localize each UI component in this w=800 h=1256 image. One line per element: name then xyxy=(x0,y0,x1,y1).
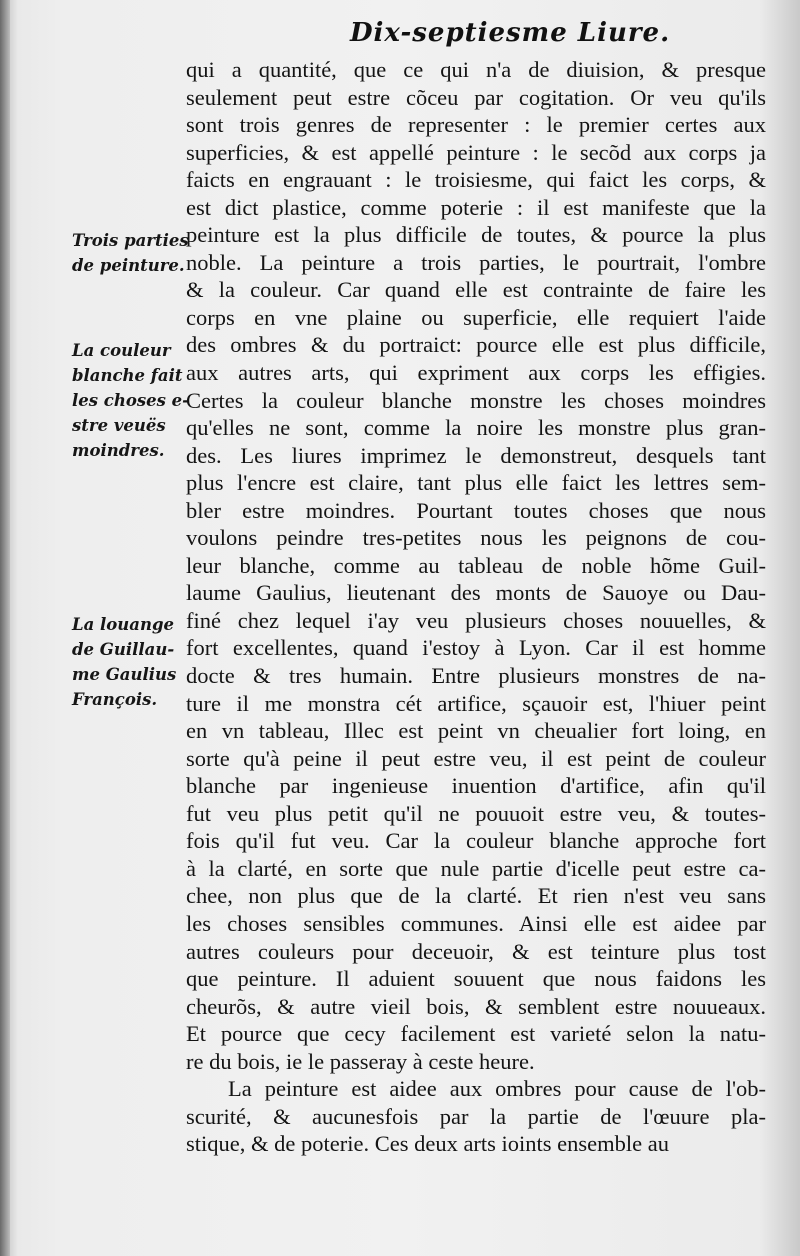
margin-note-line: de Guillau- xyxy=(72,640,175,659)
text-line: sont trois genres de representer : le premier certes aux xyxy=(186,112,766,138)
margin-note-line: les choses e- xyxy=(72,391,190,410)
margin-note-louange-gaulius xyxy=(72,612,182,712)
text-line: ture il me monstra cét artifice, sçauoir est, l'hiuer peint xyxy=(186,690,766,716)
margin-note-line: de peinture. xyxy=(72,256,185,275)
text-line: chee, non plus que de la clarté. Et rien n'est veu sans xyxy=(186,883,766,909)
text-line: les choses sensibles communes. Ainsi elle est aidee par xyxy=(186,910,766,936)
margin-note-line: moindres. xyxy=(72,441,165,460)
margin-note-line: stre veuës xyxy=(72,416,166,435)
margin-note-trois-parties xyxy=(72,228,189,278)
text-line: docte & tres humain. Entre plusieurs monstres de na- xyxy=(186,663,766,689)
margin-note-line: me Gaulius xyxy=(72,665,177,684)
text-line: seulement peut estre cõceu par cogitation. Or veu qu'ils xyxy=(186,84,766,110)
margin-note-line: blanche fait xyxy=(72,366,183,385)
margin-note-line: La louange xyxy=(72,615,175,634)
text-line: blanche par ingenieuse inuention d'artifice, afin qu'il xyxy=(186,773,766,799)
text-line: que peinture. Il aduient souuent que nous faidons les xyxy=(186,966,766,992)
margin-note-line: La couleur xyxy=(72,341,171,360)
text-line: des ombres & du portraict: pource elle est plus difficile, xyxy=(186,332,766,358)
text-line: faicts en engrauant : le troisiesme, qui faict les corps, & xyxy=(186,167,766,193)
text-line: & la couleur. Car quand elle est contrainte de faire les xyxy=(186,277,766,303)
text-line: qu'elles ne sont, comme la noire les monstre plus gran- xyxy=(186,415,766,441)
text-line: plus l'encre est claire, tant plus elle faict les lettres sem- xyxy=(186,470,766,496)
text-line: La peinture est aidee aux ombres pour cause de l'ob- xyxy=(228,1076,766,1102)
text-line: corps en vne plaine ou superficie, elle requiert l'aide xyxy=(186,304,766,330)
text-line: laume Gaulius, lieutenant des monts de Sauoye ou Dau- xyxy=(186,580,766,606)
text-line: autres couleurs pour deceuoir, & est teinture plus tost xyxy=(186,938,766,964)
text-line: à la clarté, en sorte que nule partie d'icelle peut estre ca- xyxy=(186,855,766,881)
text-line: est dict plastice, comme poterie : il est manifeste que la xyxy=(186,194,766,220)
text-line: Et pource que cecy facilement est varieté selon la natu- xyxy=(186,1021,766,1047)
text-line: fut veu plus petit qu'il ne pouuoit estre veu, & toutes- xyxy=(186,800,766,826)
text-line: stique, & de poterie. Ces deux arts ioints ensemble au xyxy=(186,1131,670,1157)
text-line: en vn tableau, Illec est peint vn cheualier fort loing, en xyxy=(186,718,766,744)
text-line: aux autres arts, qui expriment aux corps les effigies. xyxy=(186,360,766,386)
text-line: leur blanche, comme au tableau de noble hõme Guil- xyxy=(186,552,766,578)
running-head: Dix-septiesme Liure. xyxy=(350,18,671,48)
text-line: sorte qu'à peine il peut estre veu, il est peint de couleur xyxy=(186,745,766,771)
text-line: cheurõs, & autre vieil bois, & semblent estre nouueaux. xyxy=(186,993,766,1019)
body-text xyxy=(186,56,766,1158)
text-line: noble. La peinture a trois parties, le pourtrait, l'ombre xyxy=(186,249,766,275)
text-line: superficies, & est appellé peinture : le secõd aux corps ja xyxy=(186,139,766,165)
margin-note-line: François. xyxy=(72,690,158,709)
text-line: peinture est la plus difficile de toutes, & pource la plus xyxy=(186,222,766,248)
text-line: des. Les liures imprimez le demonstreut, desquels tant xyxy=(186,442,766,468)
page-gutter-shadow xyxy=(0,0,10,1256)
text-line: Certes la couleur blanche monstre les choses moindres xyxy=(186,387,766,413)
text-line: fois qu'il fut veu. Car la couleur blanche approche fort xyxy=(186,828,766,854)
margin-note-couleur-blanche xyxy=(72,338,190,463)
text-line: voulons peindre tres-petites nous les peignons de cou- xyxy=(186,525,766,551)
text-line: finé chez lequel i'ay veu plusieurs choses nouuelles, & xyxy=(186,607,766,633)
text-line: fort excellentes, quand i'estoy à Lyon. Car il est homme xyxy=(186,635,766,661)
text-line: scurité, & aucunesfois par la partie de l'œuure pla- xyxy=(186,1103,766,1129)
text-line: bler estre moindres. Pourtant toutes choses que nous xyxy=(186,497,766,523)
text-line: re du bois, ie le passeray à ceste heure. xyxy=(186,1048,535,1074)
margin-note-line: Trois parties xyxy=(72,231,189,250)
text-line: qui a quantité, que ce qui n'a de diuision, & presque xyxy=(186,57,766,82)
